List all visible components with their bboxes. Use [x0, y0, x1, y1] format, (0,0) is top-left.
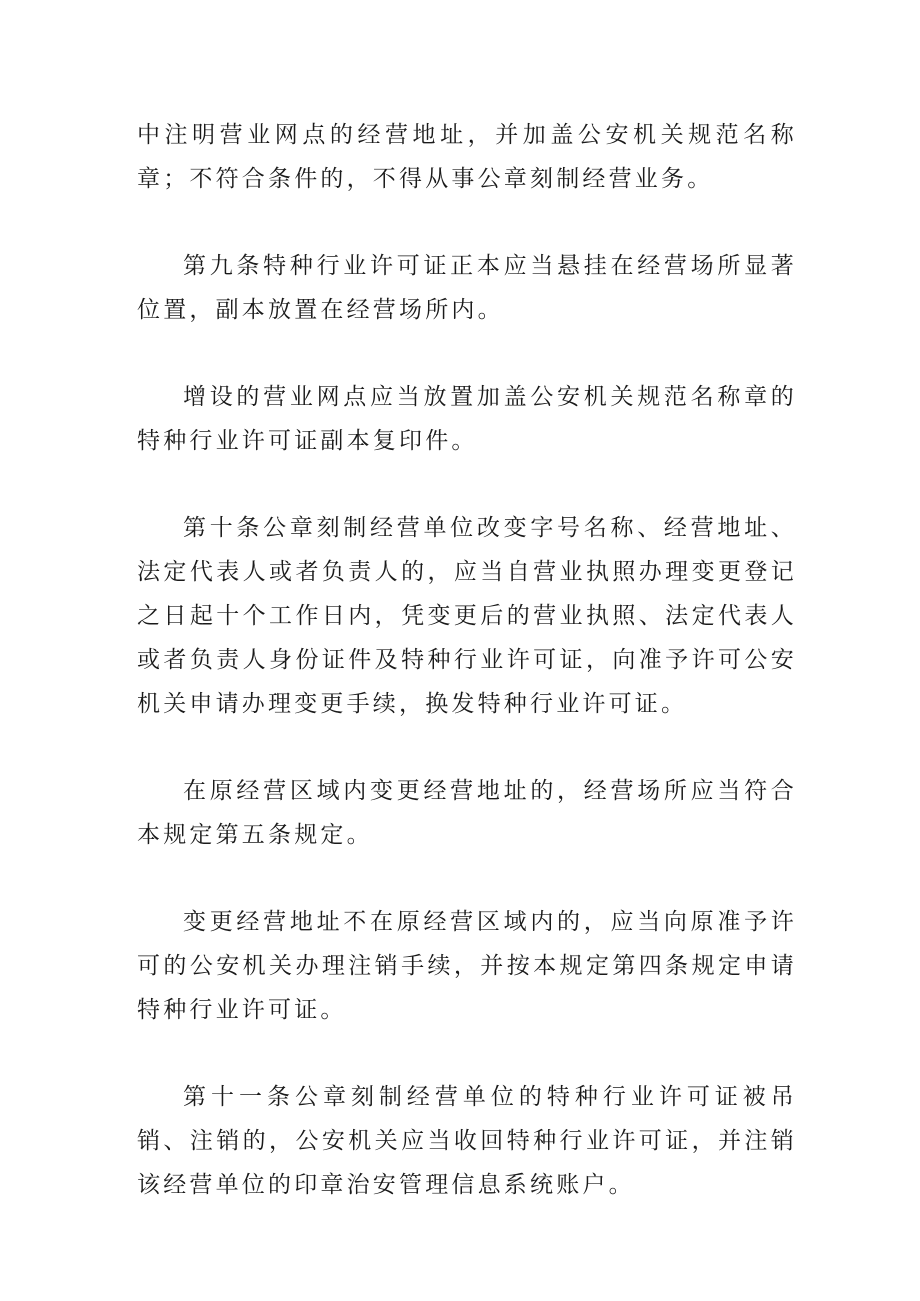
- paragraph-article-10: 第十条公章刻制经营单位改变字号名称、经营地址、法定代表人或者负责人的，应当自营业执照办理变更登记之日起十个工作日内，凭变更后的营业执照、法定代表人或者负责人身份证件及特种行业许可证，向准予许可公安机关申请办理变更手续，换发特种行业许可证。: [137, 515, 797, 717]
- paragraph-article-9: 第九条特种行业许可证正本应当悬挂在经营场所显著位置，副本放置在经营场所内。: [137, 253, 797, 323]
- paragraph-article-11: 第十一条公章刻制经营单位的特种行业许可证被吊销、注销的，公安机关应当收回特种行业许可证，并注销该经营单位的印章治安管理信息系统账户。: [137, 1084, 797, 1198]
- document-body: [137, 113, 797, 1250]
- paragraph-address-change-outside: 变更经营地址不在原经营区域内的，应当向原准予许可的公安机关办理注销手续，并按本规定第四条规定申请特种行业许可证。: [137, 909, 797, 1023]
- paragraph-continuation: 中注明营业网点的经营地址，并加盖公安机关规范名称章；不符合条件的，不得从事公章刻制经营业务。: [137, 122, 797, 192]
- paragraph-branch-copy: 增设的营业网点应当放置加盖公安机关规范名称章的特种行业许可证副本复印件。: [137, 384, 797, 454]
- paragraph-address-change-within: 在原经营区域内变更经营地址的，经营场所应当符合本规定第五条规定。: [137, 778, 797, 848]
